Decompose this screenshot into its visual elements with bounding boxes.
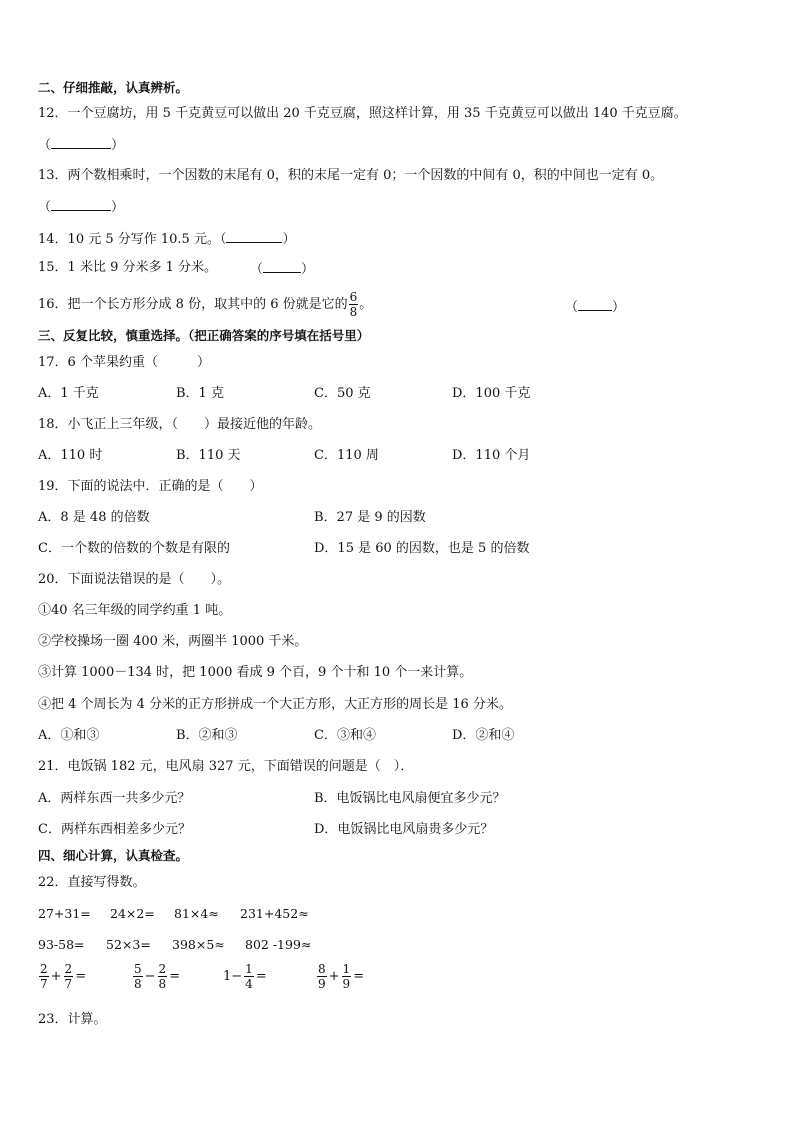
answer-blank-13 (38, 198, 124, 216)
question-14 (38, 230, 295, 248)
statement-4: ④把 4 个周长为 4 分米的正方形拼成一个大正方形，大正方形的周长是 16 分米。 (38, 697, 512, 712)
operand: 1− (223, 969, 243, 984)
option-d[interactable]: D．100 千克 (452, 386, 531, 401)
numerator: 1 (245, 962, 253, 976)
calc-item: 231+452≈ (240, 906, 309, 921)
option-c[interactable]: C．50 克 (314, 386, 371, 401)
question-13: 13．两个数相乘时，一个因数的末尾有 0，积的末尾一定有 0；一个因数的中间有 0，积的中间也一定有 0。 (38, 168, 664, 183)
fraction (342, 962, 352, 991)
section-4-title: 四、细心计算，认真检查。 (38, 848, 189, 863)
question-20: 20．下面说法错误的是（ ）。 (38, 572, 231, 587)
calc-item: 52×3= (106, 937, 151, 952)
option-a[interactable]: A．1 千克 (38, 386, 99, 401)
equals: = (75, 969, 87, 984)
paren-close: ） (612, 300, 626, 315)
option-b[interactable]: B．电饭锅比电风扇便宜多少元？ (314, 791, 506, 806)
section-2-title: 二、仔细推敲，认真辨析。 (38, 80, 189, 95)
option-a[interactable]: A．①和③ (38, 728, 100, 743)
denominator: 8 (158, 977, 167, 991)
question-17: 17．6 个苹果约重（ ） (38, 355, 210, 370)
paren-close: ） (111, 200, 125, 215)
blank-line[interactable] (578, 298, 612, 311)
section-3-title: 三、反复比较，慎重选择。（把正确答案的序号填在括号里） (38, 328, 370, 343)
option-c[interactable]: C．③和④ (314, 728, 376, 743)
period: 。 (359, 296, 373, 312)
paren-open: （ (250, 262, 264, 277)
numerator: 2 (158, 962, 167, 976)
statement-3: ③计算 1000－134 时，把 1000 看成 9 个百，9 个十和 10 个一来计算。 (38, 665, 473, 680)
numerator: 8 (318, 962, 326, 976)
option-d[interactable]: D．110 个月 (452, 448, 531, 463)
denominator: 9 (342, 977, 351, 991)
question-19: 19．下面的说法中．正确的是（ ） (38, 479, 263, 494)
question-23: 23．计算。 (38, 1012, 107, 1027)
question-22: 22．直接写得数。 (38, 875, 146, 890)
calc-item: 81×4≈ (174, 906, 219, 921)
blank-line[interactable] (51, 198, 111, 211)
question-14-text: 14．10 元 5 分写作 10.5 元。（ (38, 232, 227, 247)
numerator: 6 (349, 290, 358, 304)
paren-open: （ (565, 300, 579, 315)
fraction-expression (132, 962, 181, 991)
denominator: 8 (349, 305, 358, 319)
fraction (133, 962, 143, 991)
operator: − (144, 969, 156, 984)
fraction (39, 962, 49, 991)
numerator: 5 (134, 962, 142, 976)
fraction-expression (222, 962, 268, 991)
answer-blank-16 (565, 298, 625, 316)
option-a[interactable]: A．8 是 48 的倍数 (38, 510, 150, 525)
blank-line[interactable] (51, 136, 111, 149)
operator: + (50, 969, 62, 984)
calc-item: 398×5≈ (172, 937, 225, 952)
calc-item: 24×2= (110, 906, 155, 921)
paren-open: （ (38, 200, 52, 215)
option-d[interactable]: D．②和④ (452, 728, 515, 743)
numerator: 2 (64, 962, 73, 976)
numerator: 1 (342, 962, 351, 976)
option-b[interactable]: B．27 是 9 的因数 (314, 510, 426, 525)
numerator: 2 (40, 962, 48, 976)
question-16 (38, 290, 372, 319)
fraction (158, 962, 168, 991)
statement-1: ①40 名三年级的同学约重 1 吨。 (38, 603, 232, 618)
fraction-expression (316, 962, 365, 991)
fraction (317, 962, 327, 991)
question-15: 15．1 米比 9 分米多 1 分米。 (38, 260, 218, 275)
question-12: 12．一个豆腐坊，用 5 千克黄豆可以做出 20 千克豆腐，照这样计算，用 35 千克黄豆可以做出 140 千克豆腐。 (38, 106, 687, 121)
answer-blank-15 (250, 260, 314, 278)
operator: + (328, 969, 340, 984)
denominator: 8 (134, 977, 142, 991)
option-c[interactable]: C．两样东西相差多少元？ (38, 822, 191, 837)
calc-item: 93-58= (38, 937, 85, 952)
denominator: 4 (245, 977, 253, 991)
denominator: 9 (318, 977, 326, 991)
denominator: 7 (64, 977, 73, 991)
statement-2: ②学校操场一圈 400 米，两圈半 1000 千米。 (38, 634, 308, 649)
question-18: 18．小飞正上三年级，（ ）最接近他的年龄。 (38, 417, 322, 432)
option-b[interactable]: B．②和③ (176, 728, 238, 743)
calc-item: 27+31= (38, 906, 91, 921)
paren-close: ） (282, 232, 296, 247)
paren-close: ） (111, 138, 125, 153)
paren-open: （ (38, 138, 52, 153)
answer-blank-12 (38, 136, 124, 154)
option-a[interactable]: A．两样东西一共多少元？ (38, 791, 191, 806)
option-d[interactable]: D．15 是 60 的因数，也是 5 的倍数 (314, 541, 530, 556)
option-a[interactable]: A．110 时 (38, 448, 103, 463)
fraction (349, 290, 359, 319)
question-21: 21．电饭锅 182 元，电风扇 327 元，下面错误的问题是（ ）． (38, 759, 414, 774)
equals: = (255, 969, 267, 984)
paren-close: ） (301, 262, 315, 277)
option-b[interactable]: B．1 克 (176, 386, 224, 401)
blank-line[interactable] (226, 230, 282, 243)
option-d[interactable]: D．电饭锅比电风扇贵多少元？ (314, 822, 494, 837)
fraction (64, 962, 74, 991)
option-c[interactable]: C．一个数的倍数的个数是有限的 (38, 541, 230, 556)
blank-line[interactable] (263, 260, 301, 273)
option-b[interactable]: B．110 天 (176, 448, 241, 463)
fraction-expression (38, 962, 87, 991)
denominator: 7 (40, 977, 48, 991)
calc-item: 802 -199≈ (245, 937, 312, 952)
option-c[interactable]: C．110 周 (314, 448, 379, 463)
fraction (244, 962, 254, 991)
equals: = (353, 969, 365, 984)
equals: = (169, 969, 181, 984)
question-16-text: 16．把一个长方形分成 8 份，取其中的 6 份就是它的 (38, 296, 348, 312)
